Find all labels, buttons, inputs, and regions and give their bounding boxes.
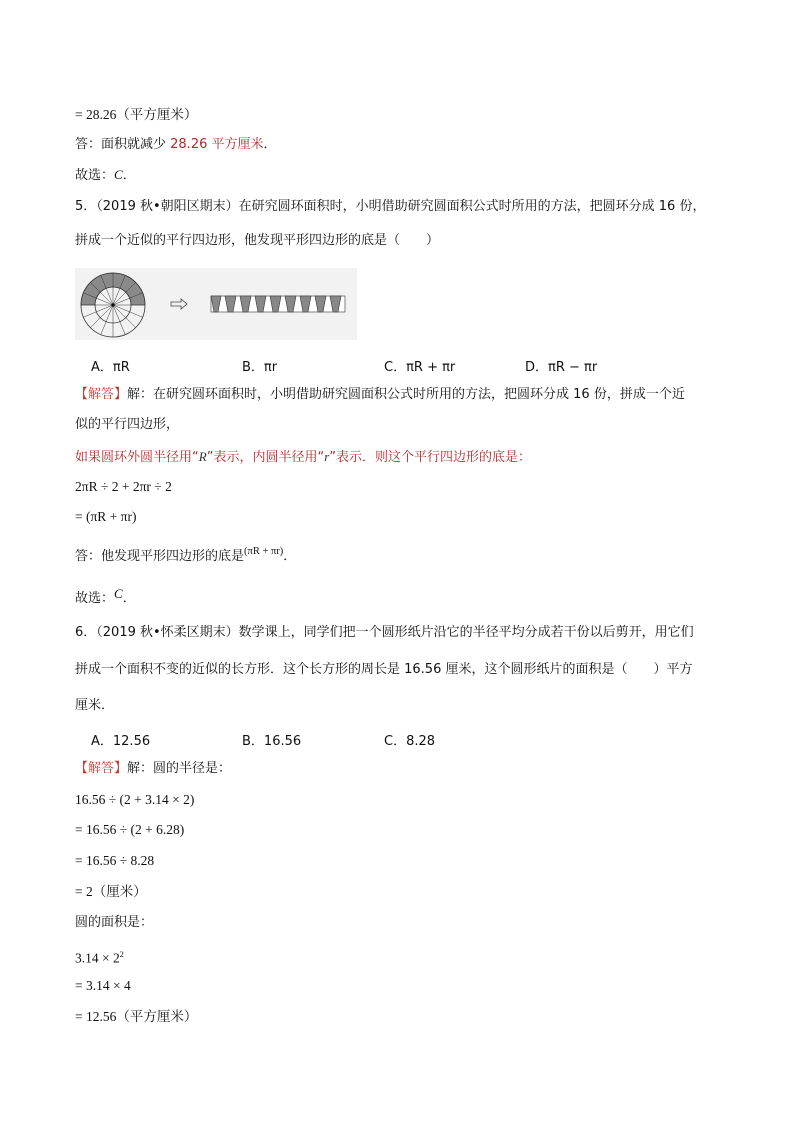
solution-5-line-1	[75, 387, 685, 403]
radius-note-a: 如果圆环外圆半径用“	[75, 450, 199, 465]
choice-5-letter: C	[114, 586, 123, 601]
conclusion-suffix: ．	[283, 549, 297, 564]
solution-6-equation-1: 16.56 ÷ (2 + 3.14 × 2)	[75, 792, 195, 807]
conclusion-formula: (πR + πr)	[244, 546, 284, 557]
ring-diagram-svg	[75, 268, 357, 340]
choice-5-prefix: 故选：	[75, 591, 115, 606]
solution-6-line-2: 圆的面积是：	[75, 915, 154, 930]
solution-6-equation-4: = 2（厘米）	[75, 884, 147, 899]
option-c: C．πR + πr	[384, 360, 456, 375]
solution-6-equation-6: = 3.14 × 4	[75, 978, 131, 993]
solution-6-equation-2: = 16.56 ÷ (2 + 6.28)	[75, 822, 185, 837]
area-exponent: 2	[119, 950, 124, 959]
solution-6-equation-7: = 12.56（平方厘米）	[75, 1009, 198, 1024]
option-b: B．πr	[242, 360, 278, 375]
radius-note-c: ”表示．则这个平行四边形的底是：	[329, 450, 531, 465]
radius-outer-symbol: R	[198, 449, 207, 464]
answer-suffix: ．	[263, 137, 277, 152]
choice-suffix: ．	[122, 168, 136, 183]
radius-note-b: ”表示，内圆半径用“	[206, 450, 325, 465]
calc-line: = 28.26（平方厘米）	[75, 107, 198, 122]
parallelogram-strips-icon	[211, 296, 345, 312]
solution-6-line-1	[75, 761, 231, 777]
question-6-line-2: 拼成一个面积不变的近似的长方形．这个长方形的周长是 16.56 厘米，这个圆形纸片的面积是（ ）平方	[75, 662, 693, 677]
solution-6-equation-5	[75, 947, 124, 967]
ring-to-parallelogram-figure	[75, 268, 357, 340]
option-d: D．πR − πr	[525, 360, 598, 375]
option-6-c: C．8.28	[384, 734, 436, 749]
solution-5-equation-1: 2πR ÷ 2 + 2πr ÷ 2	[75, 479, 172, 494]
conclusion-text: 答：他发现平形四边形的底是	[75, 549, 245, 564]
solution-5-line-2: 似的平行四边形，	[75, 417, 180, 432]
solution-text: 解：在研究圆环面积时，小明借助研究圆面积公式时所用的方法，把圆环分成 16 份，拼成一个近	[127, 387, 685, 402]
question-5-line-1: 5．（2019 秋•朝阳区期末）在研究圆环面积时，小明借助研究圆面积公式时所用的方法，把圆环分成 16 份，	[75, 199, 706, 214]
answer-prefix: 答：面积就减少	[75, 137, 171, 152]
option-6-b: B．16.56	[242, 734, 302, 749]
choice-prefix: 故选：	[75, 168, 115, 183]
arrow-icon	[171, 299, 187, 309]
option-a: A．πR	[91, 360, 130, 375]
solution-6-text: 解：圆的半径是：	[127, 761, 232, 776]
option-6-a: A．12.56	[91, 734, 151, 749]
area-formula: 3.14 × 2	[75, 950, 120, 966]
solution-5-line-3	[75, 449, 531, 466]
choice-line	[75, 167, 136, 184]
question-6-line-1: 6．（2019 秋•怀柔区期末）数学课上，同学们把一个圆形纸片沿它的半径平均分成若干份以后剪开，用它们	[75, 625, 694, 640]
choice-5-suffix: ．	[122, 591, 136, 606]
question-6-line-3: 厘米．	[75, 698, 115, 713]
solution-6-equation-3: = 16.56 ÷ 8.28	[75, 853, 155, 868]
radius-inner-symbol: r	[324, 449, 330, 464]
ring-circle-icon	[81, 273, 145, 337]
solution-tag: 【解答】	[75, 387, 128, 402]
question-5-line-2: 拼成一个近似的平行四边形，他发现平形四边形的底是（ ）	[75, 233, 440, 248]
solution-5-choice	[75, 586, 136, 607]
answer-value: 28.26 平方厘米	[170, 137, 264, 152]
choice-letter: C	[114, 167, 123, 182]
solution-5-equation-2: = (πR + πr)	[75, 509, 137, 524]
solution-6-tag: 【解答】	[75, 761, 128, 776]
solution-5-conclusion	[75, 546, 297, 566]
answer-line	[75, 137, 277, 153]
